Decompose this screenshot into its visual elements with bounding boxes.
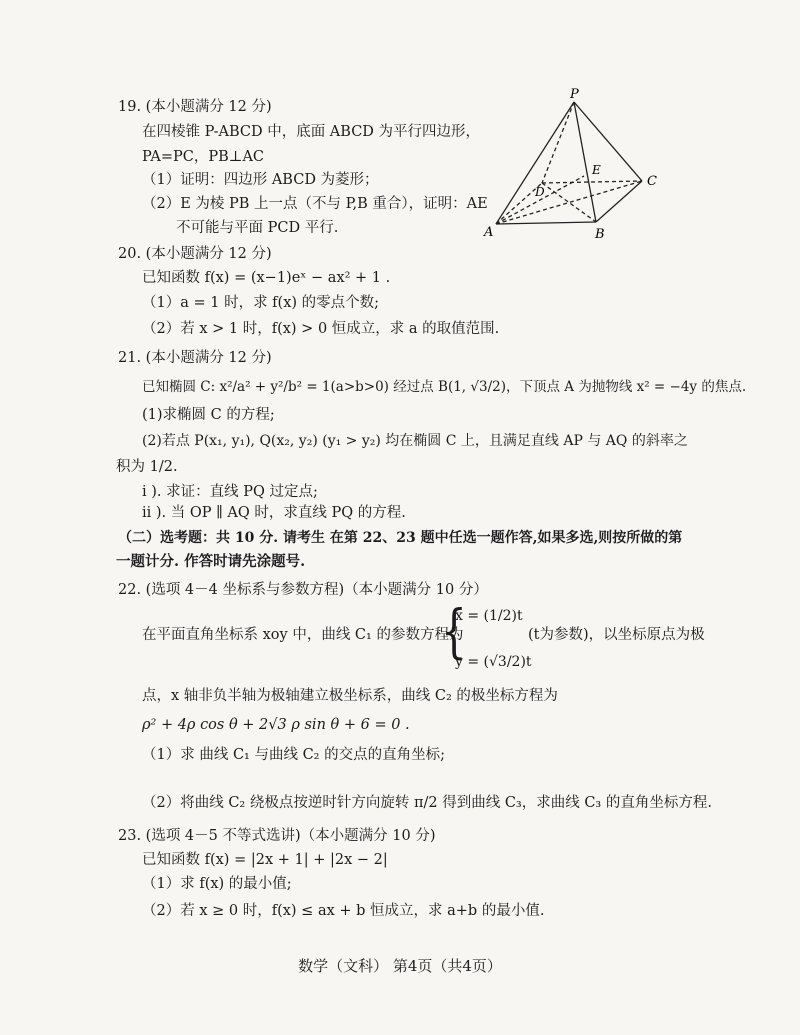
q22-header: 22. (选项 4－4 坐标系与参数方程)（本小题满分 10 分） — [118, 582, 488, 598]
q19-part-1: （1）证明：四边形 ABCD 为菱形； — [142, 172, 379, 188]
q21-header: 21. (本小题满分 12 分) — [118, 350, 272, 366]
elective-instructions-1: （二）选考题：共 10 分. 请考生 在第 22、23 题中任选一题作答,如果多选,则按所做的第 — [118, 530, 683, 546]
q22-text-1: 在平面直角坐标系 xoy 中，曲线 C₁ 的参数方程为 — [142, 627, 464, 643]
q22-polar-equation: ρ² + 4ρ cos θ + 2√3 ρ sin θ + 6 = 0 . — [142, 717, 410, 733]
q20-text-1: 已知函数 f(x) = (x−1)eˣ − ax² + 1 . — [142, 270, 391, 286]
label-b: B — [595, 227, 605, 242]
elective-instructions-2: 一题计分. 作答时请先涂题号. — [116, 553, 306, 570]
label-c: C — [647, 174, 657, 189]
system-brace: { — [441, 597, 467, 665]
q21-part-2b: 积为 1/2. — [116, 459, 178, 475]
label-d: D — [535, 185, 545, 199]
q21-text-1: 已知椭圆 C: x²/a² + y²/b² = 1(a>b>0) 经过点 B(1, √3/2)，下顶点 A 为抛物线 x² = −4y 的焦点. — [142, 379, 747, 395]
page-footer: 数学（文科） 第4页（共4页） — [298, 957, 502, 975]
q23-text-1: 已知函数 f(x) = |2x + 1| + |2x − 2| — [142, 852, 388, 868]
label-e: E — [592, 163, 601, 177]
q21-part-1: (1)求椭圆 C 的方程; — [142, 407, 275, 423]
q22-text-2: 点，x 轴非负半轴为极轴建立极坐标系，曲线 C₂ 的极坐标方程为 — [142, 688, 558, 704]
q19-part-2b: 不可能与平面 PCD 平行. — [176, 220, 339, 236]
q20-part-1: （1）a = 1 时，求 f(x) 的零点个数; — [142, 295, 380, 311]
param-note: (t为参数)，以坐标原点为极 — [528, 627, 705, 643]
q19-header: 19. (本小题满分 12 分) — [118, 99, 272, 115]
q21-sub-1: i ). 求证：直线 PQ 过定点; — [142, 484, 318, 500]
q20-header: 20. (本小题满分 12 分) — [118, 246, 272, 262]
q23-part-2: （2）若 x ≥ 0 时，f(x) ≤ ax + b 恒成立，求 a+b 的最小值. — [142, 903, 545, 919]
q23-part-1: （1）求 f(x) 的最小值; — [142, 876, 292, 892]
label-p: P — [570, 87, 579, 102]
q22-part-1: （1）求 曲线 C₁ 与曲线 C₂ 的交点的直角坐标; — [142, 747, 445, 763]
q19-text-1: 在四棱锥 P-ABCD 中，底面 ABCD 为平行四边形， — [142, 124, 481, 140]
q19-text-2: PA=PC，PB⊥AC — [142, 149, 265, 165]
q21-part-2a: (2)若点 P(x₁, y₁), Q(x₂, y₂) (y₁ > y₂) 均在椭圆 C 上，且满足直线 AP 与 AQ 的斜率之 — [142, 433, 688, 449]
q19-part-2a: （2）E 为棱 PB 上一点（不与 P,B 重合），证明：AE — [142, 196, 488, 212]
label-a: A — [484, 225, 494, 240]
q22-part-2: （2）将曲线 C₂ 绕极点按逆时针方向旋转 π/2 得到曲线 C₃，求曲线 C₃ 的直角坐标方程. — [142, 795, 712, 811]
q23-header: 23. (选项 4－5 不等式选讲)（本小题满分 10 分) — [118, 828, 436, 844]
param-eq-x: x = (1/2)t — [455, 608, 523, 624]
pyramid-figure — [478, 84, 678, 244]
q21-sub-2: ii ). 当 OP ∥ AQ 时，求直线 PQ 的方程. — [142, 505, 406, 521]
param-eq-y: y = (√3/2)t — [455, 654, 532, 670]
q20-part-2: （2）若 x > 1 时，f(x) > 0 恒成立，求 a 的取值范围. — [142, 321, 500, 337]
